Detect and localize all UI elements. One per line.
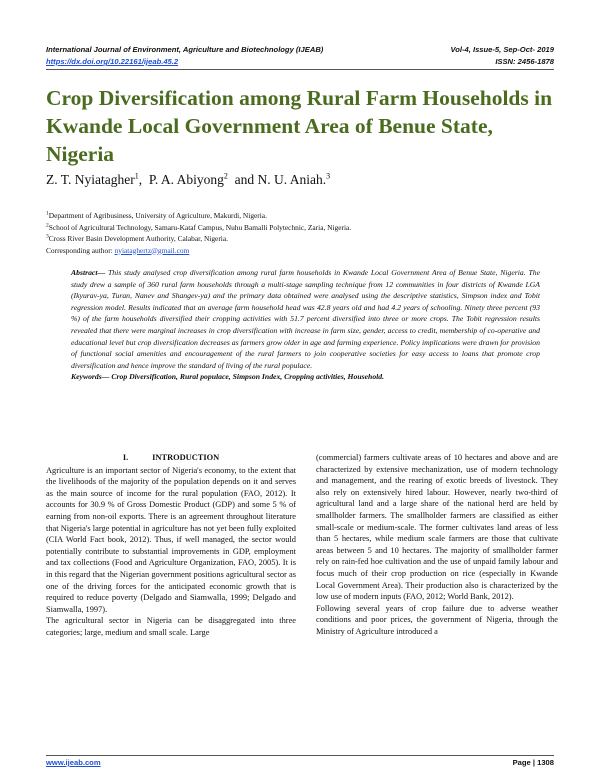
author-email[interactable]: nyiataghertz@gmail.com [114, 245, 190, 255]
body-paragraph: (commercial) farmers cultivate areas of 10 hectares and above and are characterized by extensive mechanization, use of modern technology and management, and the rearing of exotic breeds of livestock. They also rely on extensively hired labour. However, nearly two-third of agricultural land and a large share of the national herd are held by smallholder farmers. The smallholder farmers are classified as either small-scale or medium-scale. The former cultivates land areas of less than 5 hectares, while medium scale farmers are those that cultivate areas between 5 and 10 hectares. The majority of smallholder farmer rely on rain-fed hoe cultivation and the use of unpaid family labour and focus much of their crop production on rice (especially in Kwande Local Government Area). Their production also is characterized by the low use of modern inputs (FAO, 2012; World Bank, 2012). [316, 453, 558, 602]
abstract [71, 267, 540, 383]
abstract-text: This study analysed crop diversification among rural farm households in Kwande Local Government Area of Benue State, Nigeria. The study drew a sample of 360 rural farm households through a multi-stage sampling technique from 12 communities in four districts of Kwande LGA (Ikyurav-ya, Turan, Nanev and Shangev-ya) and the primary data obtained were analysed using the descriptive statistics, Simpson index and Tobit regression model. Results indicated that an average farm household head was 42.8 years old and had 4.2 years of schooling. Ninety three percent (93 %) of the farm households diversified their cropping activities with 51.7 percent diversified into three or more crops. The Tobit regression results revealed that there were marginal increases in crop diversification with increase in farm size, gender, access to credit, membership of co-operative and educational level but crop diversification decreases as farmers grow older in age and farming experience. Policy implications were drawn for provision of functional social amenities and encouragement of the rural farmers to join cooperative societies for easy access to loans that promote crop diversification and hence improve the standard of living of the rural populace. [71, 268, 540, 370]
paper-title: Crop Diversification among Rural Farm Households in Kwande Local Government Area of Benue State, Nigeria [46, 86, 553, 166]
right-column [316, 452, 558, 638]
author-2: P. A. Abiyong [148, 172, 224, 187]
footer-divider [46, 755, 554, 756]
author-3: N. U. Aniah. [257, 172, 327, 187]
affiliation-2: $^2$School of Agricultural Technology, Samaru-Kataf Campus, Nuhu Bamalli Polytechnic, Zaria, Nigeria. [46, 222, 352, 232]
journal-website-link[interactable]: www.ijeab.com [46, 758, 101, 767]
author-1: Z. T. Nyiatagher [46, 172, 135, 187]
author-1-sup: 1 [134, 171, 139, 181]
affiliation-3: $^3$Cross River Basin Development Authority, Calabar, Nigeria. [46, 233, 228, 243]
keywords [71, 371, 540, 383]
journal-name: International Journal of Environment, Agriculture and Biotechnology (IJEAB) [46, 45, 324, 54]
affiliation-1: $^1$Department of Agribusiness, University of Agriculture, Makurdi, Nigeria. [46, 210, 267, 220]
affiliations [46, 210, 351, 256]
author-list: Z. T. Nyiatagher$^1$, P. A. Abiyong$^2$ and N. U. Aniah.$^3$ [46, 171, 331, 187]
abstract-label: Abstract— [71, 268, 106, 277]
body-paragraph: Agriculture is an important sector of Nigeria's economy, to the extent that the livelihoods of the majority of the population depends on it and serves as the main source of income for the rural population (FAO, 2012). It accounts for 30.9 % of Gross Domestic Product (GDP) and some 5 % of earning from non-oil exports. There is an agreement throughout literature that Nigeria's large potential in agriculture has not yet been fully exploited (CIA World Fact book, 2012). Thus, if well managed, the sector would potentially contribute to substantial improvements in GDP, employment and tax collections (Food and Agriculture Organization, FAO, 2005). It is in this regard that the Nigerian government positions agricultural sector as one of the driving forces for the anticipated economic growth that is required to reduce poverty (Delgado and Siamwalla, 1999; Delgado and Siamwalla, 1997). [46, 465, 296, 614]
author-3-sup: 3 [326, 171, 331, 181]
page-footer [46, 758, 554, 767]
journal-header [46, 44, 554, 68]
keywords-label: Keywords— [71, 372, 110, 382]
header-divider [46, 69, 554, 70]
body-paragraph: The agricultural sector in Nigeria can be disaggregated into three categories; large, medium and small scale. Large [46, 616, 296, 637]
left-column [46, 452, 296, 639]
body-paragraph: Following several years of crop failure due to adverse weather conditions and poor prices, the government of Nigeria, through the Ministry of Agriculture introduced a [316, 603, 558, 636]
doi-link[interactable]: https://dx.doi.org/10.22161/ijeab.45.2 [46, 57, 179, 66]
corresponding-author: Corresponding author: nyiataghertz@gmail.com [46, 245, 190, 255]
author-2-sup: 2 [223, 171, 228, 181]
page-number: Page | 1308 [512, 758, 554, 767]
volume-info: Vol-4, Issue-5, Sep-Oct- 2019 [450, 45, 554, 54]
keywords-text: Crop Diversification, Rural populace, Simpson Index, Cropping activities, Household. [109, 372, 385, 382]
issn: ISSN: 2456-1878 [495, 57, 554, 66]
section-heading: I. INTRODUCTION [122, 453, 220, 462]
